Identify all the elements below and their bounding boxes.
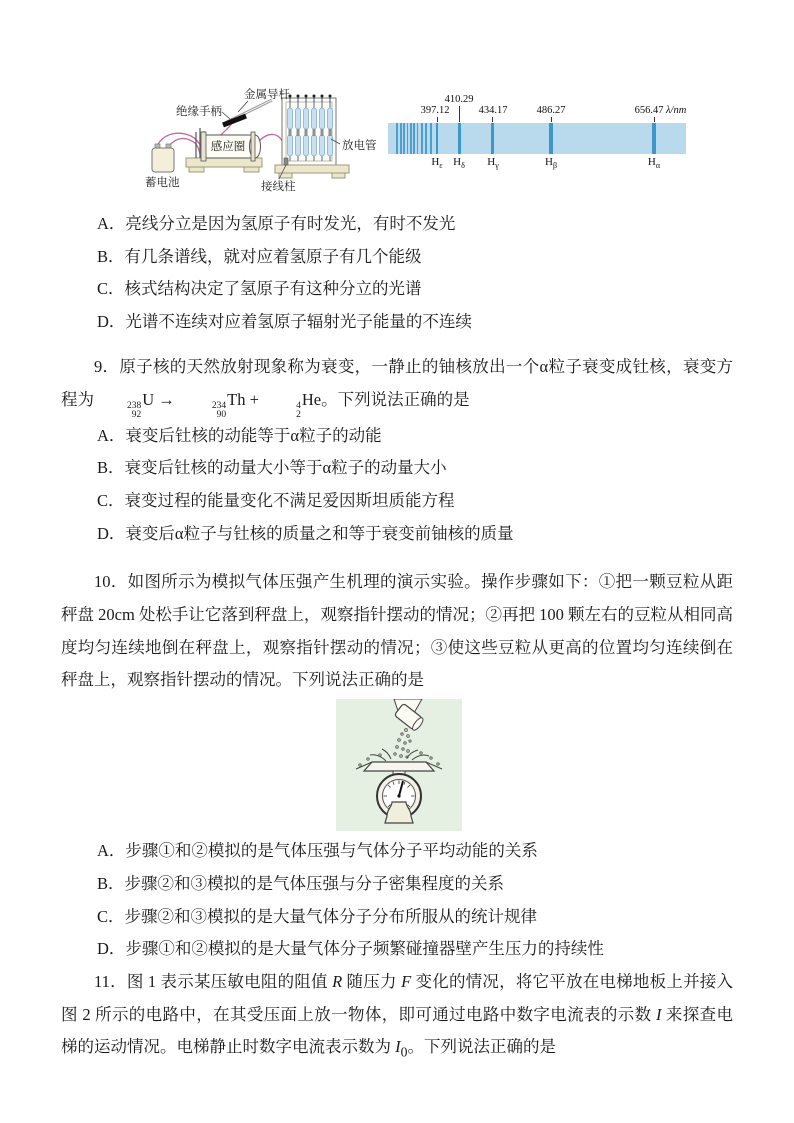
tick [437, 117, 438, 122]
q9-option-b: B．衰变后钍核的动量大小等于α粒子的动量大小 [97, 458, 447, 478]
spectrum-line-h-delta [458, 123, 461, 154]
spectrum-band [388, 123, 686, 154]
rod-and-handle [223, 100, 272, 125]
tick [551, 117, 552, 122]
wavelength-label: 397.12 [420, 105, 450, 116]
q9-stem: 9．原子核的天然放射现象称为衰变，一静止的铀核放出一个α粒子衰变成钍核，衰变方程为 238 92 U → 234 90 Th + 4 2 He。下列说法正确的是 [61, 356, 734, 420]
q10-option-a: A．步骤①和②模拟的是气体压强与气体分子平均动能的关系 [97, 841, 538, 861]
series-label-h-beta: $H_\beta$ [544, 156, 558, 171]
var-I: I [655, 1004, 662, 1024]
q9-option-a: A．衰变后钍核的动能等于α粒子的动能 [97, 425, 382, 445]
plus-sign: + [245, 389, 264, 409]
nuclide-uranium: 238 92 U [127, 389, 155, 420]
page-content [0, 76, 794, 1069]
spectrum-line-h-gamma [491, 123, 494, 154]
var-I0: I [395, 1037, 401, 1057]
metal-rod-label: 金属导杆 [244, 89, 290, 101]
question-9 [61, 351, 733, 551]
spectrum-line-h-epsilon [436, 123, 438, 154]
q11-number: 11． [94, 971, 127, 991]
wavelength-label: 486.27 [536, 105, 566, 116]
spectrum-line-h-beta [549, 123, 553, 154]
hydrogen-spectrum [385, 94, 697, 174]
arrow: → [154, 389, 179, 409]
question-10 [61, 566, 733, 966]
q9-option-c: C．衰变过程的能量变化不满足爱因斯坦质能方程 [97, 490, 455, 510]
induction-coil-label: 感应圈 [210, 141, 246, 153]
q8-option-b: B．有几条谱线，就对应着氢原子有几个能级 [97, 246, 422, 266]
spectrum-line-h-alpha [652, 123, 656, 154]
wavelength-axis-unit: λ/nm [666, 105, 687, 116]
question-11 [61, 966, 733, 1069]
q10-figure-beans-scale [336, 699, 462, 831]
q10-option-d: D．步骤①和②模拟的是大量气体分子频繁碰撞器壁产生压力的持续性 [97, 939, 604, 959]
wavelength-label: 434.17 [478, 105, 508, 116]
q9-number: 9． [94, 356, 120, 376]
insulated-handle-label: 绝缘手柄 [176, 106, 222, 118]
discharge-tube-label: 放电管 [342, 140, 377, 152]
q10-number: 10． [94, 572, 128, 592]
var-F: F [401, 971, 412, 991]
q10-stem: 10．如图所示为模拟气体压强产生机理的演示实验。操作步骤如下：①把一颗豆粒从距秤盘 20cm 处松手让它落到秤盘上，观察指针摆动的情况；②再把 100 颗左右的豆粒从相同高度均匀连续地倒在秤盘上，观察指针摆动的情况；③使这些豆粒从更高的位置均匀连续倒在秤盘上，观察指针摆动的情况。下列说法正确的是 [61, 572, 734, 690]
falling-beans [359, 729, 439, 767]
terminal-label: 接线柱 [261, 181, 296, 193]
battery-drawing [152, 144, 174, 172]
wavelength-label: 656.47 [634, 105, 664, 116]
tick [654, 117, 655, 122]
q8-options [61, 208, 733, 339]
q9-option-d: D．衰变后α粒子与钍核的质量之和等于衰变前铀核的质量 [97, 523, 514, 543]
q10-option-b: B．步骤②和③模拟的是气体压强与分子密集程度的关系 [97, 873, 505, 893]
battery-label: 蓄电池 [145, 177, 180, 189]
q8-option-a: A．亮线分立是因为氢原子有时发光，有时不发光 [97, 214, 456, 233]
terminal-post [284, 158, 288, 165]
wavelength-label: 410.29 [444, 94, 474, 105]
series-label-h-gamma: $H_\gamma$ [487, 156, 499, 171]
nuclide-thorium: 234 90 Th [211, 389, 246, 420]
q8-option-d: D．光谱不连续对应着氢原子辐射光子能量的不连续 [97, 312, 472, 332]
series-label-h-epsilon: $H_\varepsilon$ [431, 156, 443, 171]
q8-option-c: C．核式结构决定了氢原子有这种分立的光谱 [97, 279, 422, 299]
series-label-h-delta: $H_\delta$ [453, 156, 465, 171]
tick [459, 106, 460, 122]
q11-stem: 11．图 1 表示某压敏电阻的阻值 R 随压力 F 变化的情况，将它平放在电梯地板上并接入图 2 所示的电路中，在其受压面上放一物体，即可通过电路中数字电流表的示数 I 来探查电梯的运动情况。电梯静止时数字电流表示数为 $I_0$。下列说法正确的是 [61, 971, 734, 1060]
var-I0-sub: 0 [400, 1044, 408, 1060]
pouring-cup [394, 699, 425, 732]
var-R: R [332, 971, 343, 991]
nuclide-helium: 4 2 He [296, 389, 322, 420]
tick [492, 117, 493, 122]
q8-figure [61, 76, 733, 200]
series-label-h-alpha: $H_\alpha$ [647, 156, 661, 171]
q10-option-c: C．步骤②和③模拟的是大量气体分子分布所服从的统计规律 [97, 906, 538, 926]
discharge-apparatus-drawing [109, 78, 394, 196]
